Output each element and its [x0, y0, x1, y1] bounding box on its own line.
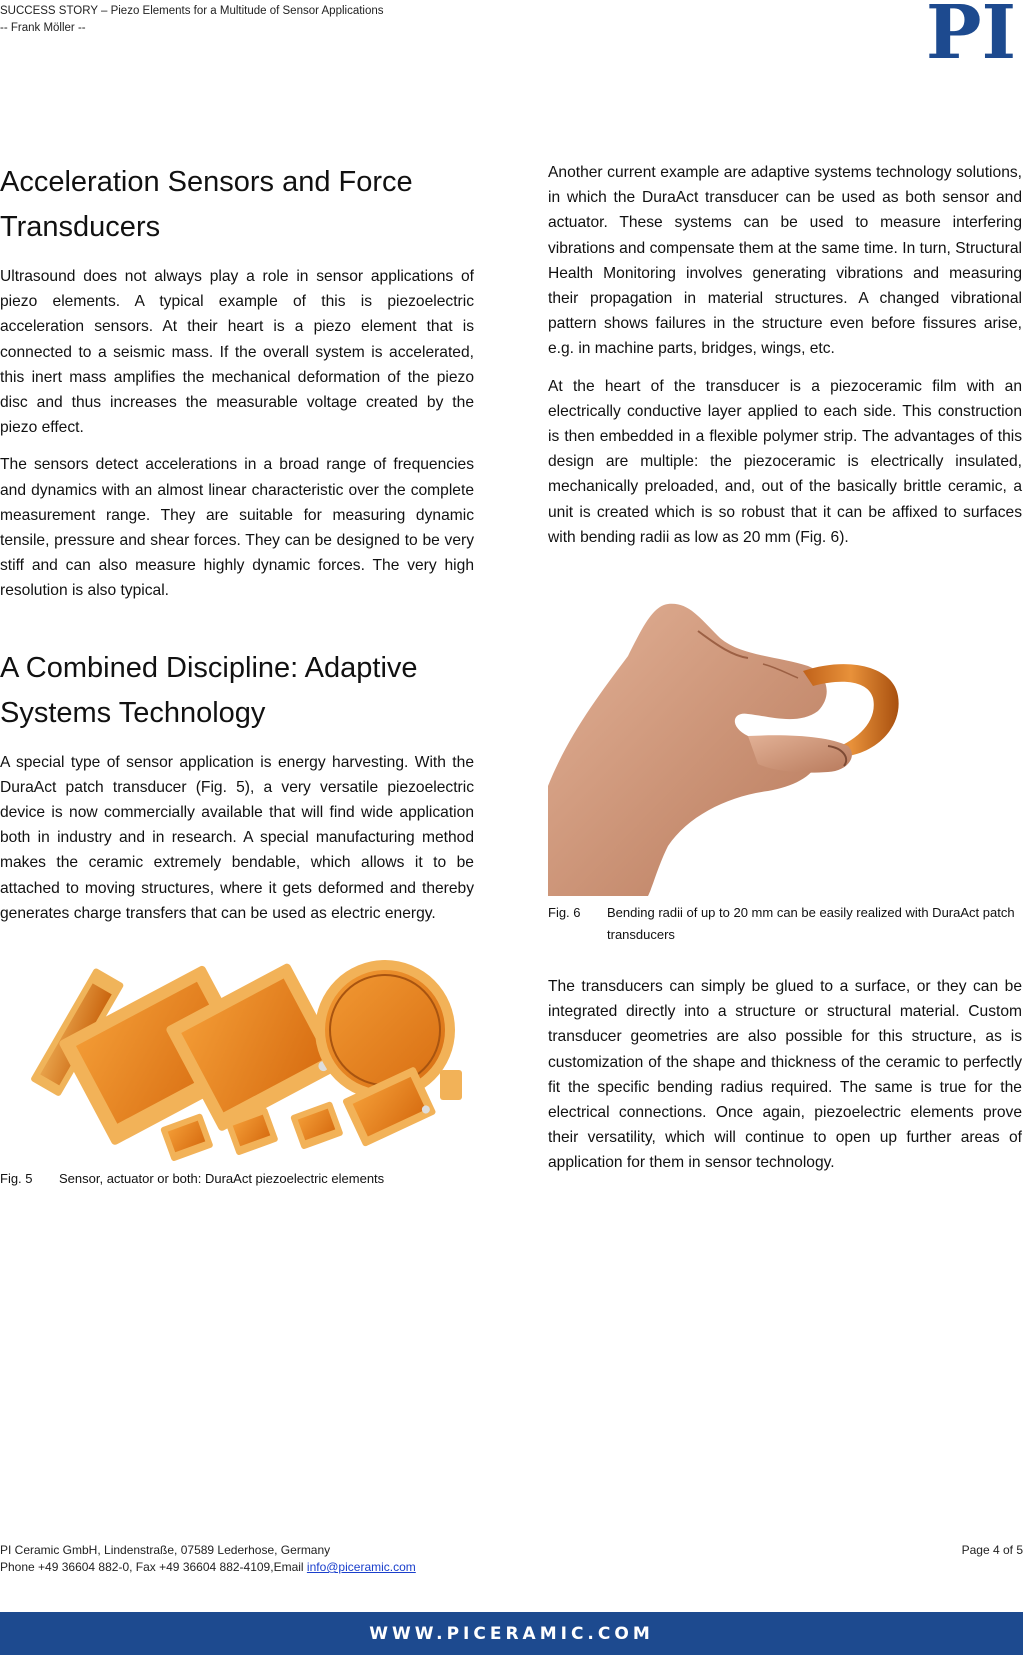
footer-phone: Phone +49 36604 882-0, Fax +49 36604 882-4109,Email	[0, 1560, 307, 1574]
section-heading-acceleration: Acceleration Sensors and Force Transducers	[0, 166, 413, 243]
author-line: -- Frank Möller --	[0, 22, 86, 34]
paragraph: At the heart of the transducer is a piezoceramic film with an electrically conductive layer applied to each side. This construction is then embedded in a flexible polymer strip. The advantages of this design are multiple: the piezoceramic is electrically insulated, mechanically preloaded, and, out of the basically brittle ceramic, a unit is created which is so robust that it can be affixed to surfaces with bending radii as low as 20 mm (Fig. 6).	[548, 377, 1022, 546]
page-number: Page 4 of 5	[961, 1543, 1023, 1557]
caption-text: Sensor, actuator or both: DuraAct piezoelectric elements	[59, 1171, 385, 1187]
duraact-elements-illustration	[0, 950, 474, 1162]
paragraph: Ultrasound does not always play a role in sensor applications of piezo elements. A typical example of this is piezoelectric acceleration sensors. At their heart is a piezo element that is connected to a seismic mass. If the overall system is accelerated, this inert mass amplifies the mechanical deformation of the piezo disc and thus increases the measurable voltage created by the piezo effect.	[0, 268, 474, 437]
pi-logo-text: PI	[925, 0, 1017, 66]
hand-bending-patch-illustration	[548, 586, 1022, 896]
paragraph: The sensors detect accelerations in a broad range of frequencies and dynamics with an almost linear characteristic over the complete measurement range. They are suitable for measuring dynamic tensile, pressure and shear forces. They can be designed to be very stiff and can also measure highly dynamic forces. The very high resolution is also typical.	[0, 456, 474, 600]
footer-contact	[0, 1542, 416, 1576]
paragraph: Another current example are adaptive systems technology solutions, in which the DuraAct transducer can be used as both sensor and actuator. These systems can be used to measure interfering vibrations and compensate them at the same time. In turn, Structural Health Monitoring involves generating vibrations and measuring their propagation in material structures. A changed vibrational pattern shows failures in the structure even before fissures arise, e.g. in machine parts, bridges, wings, etc.	[548, 164, 1022, 358]
figure-6-image	[548, 586, 1022, 896]
figure-6-caption	[548, 902, 1022, 946]
document-title: SUCCESS STORY – Piezo Elements for a Multitude of Sensor Applications	[0, 5, 384, 17]
footer-phone-line	[0, 1559, 416, 1576]
paragraph: A special type of sensor application is energy harvesting. With the DuraAct patch transducer (Fig. 5), a very versatile piezoelectric device is now commercially available that will find wide application both in industry and in research. A special manufacturing method makes the ceramic extremely bendable, which allows it to be attached to moving structures, where it gets deformed and thereby generates charge transfers that can be used as electric energy.	[0, 753, 474, 922]
figure-number: Fig. 5	[0, 1171, 33, 1187]
figure-number: Fig. 6	[548, 905, 581, 921]
email-link[interactable]: info@piceramic.com	[306, 1560, 416, 1574]
section-heading-adaptive: A Combined Discipline: Adaptive Systems Technology	[0, 651, 418, 729]
left-column	[0, 160, 474, 1190]
caption-text: Bending radii of up to 20 mm can be easily realized with DuraAct patch transducers	[607, 905, 1015, 943]
website-url[interactable]: WWW.PICERAMIC.COM	[369, 1623, 654, 1644]
pi-logo	[906, 0, 1036, 66]
website-banner[interactable]	[0, 1612, 1023, 1655]
footer-address: PI Ceramic GmbH, Lindenstraße, 07589 Lederhose, Germany	[0, 1543, 331, 1557]
right-column	[548, 160, 1022, 1188]
figure-5-image	[0, 950, 474, 1162]
figure-5-caption	[0, 1168, 474, 1190]
paragraph: The transducers can simply be glued to a surface, or they can be integrated directly into a structure or structural material. Custom transducer geometries are also possible for this structure, as is customization of the shape and thickness of the ceramic to perfectly fit the specific bending radius required. The same is true for the electrical connections. Once again, piezoelectric elements prove their versatility, which will continue to open up further areas of application for them in sensor technology.	[548, 978, 1022, 1172]
